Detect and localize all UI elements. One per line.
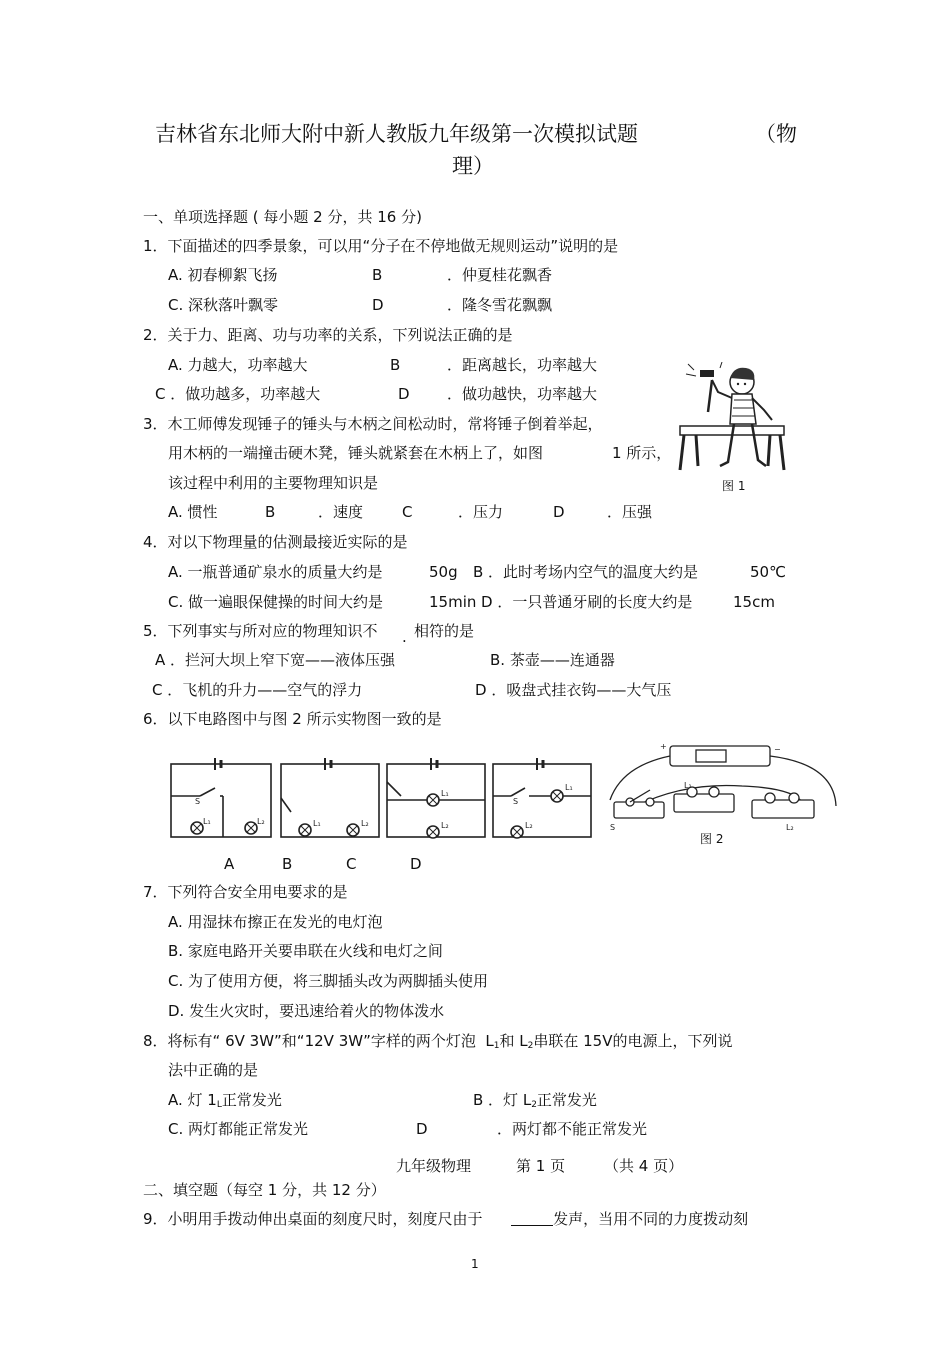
q8-option-a — [168, 1090, 282, 1115]
q1-option-d: ．隆冬雪花飘飘 — [447, 296, 553, 314]
figure-2-caption: 图 2 — [700, 832, 724, 846]
q8-option-d-letter: D — [416, 1120, 428, 1138]
q8-and: 和 — [499, 1032, 515, 1050]
q1-option-b: ．仲夏桂花飘香 — [447, 266, 553, 284]
q8-option-b-sub: 2 — [531, 1100, 537, 1110]
q2-option-a: A. 力越大，功率越大 — [168, 356, 308, 374]
q5-option-d: D ．吸盘式挂衣钩——大气压 — [475, 681, 672, 699]
section-heading: 一、单项选择题 ( 每小题 2 分，共 16 分) — [143, 208, 422, 226]
question-3-stem-3: 该过程中利用的主要物理知识是 — [168, 474, 379, 492]
question-5-stem-b: 相符的是 — [414, 622, 475, 640]
q2-option-b: ．距离越长，功率越大 — [447, 356, 598, 374]
q8-lamp-1: L — [485, 1032, 494, 1050]
question-3-stem-2: 用木柄的一端撞击硬木凳，锤头就紧套在木柄上了，如图 — [168, 444, 544, 462]
q7-option-a: A. 用湿抹布擦正在发光的电灯泡 — [168, 913, 383, 931]
title-line1-end: （物 — [755, 122, 797, 146]
q3-option-b: ．速度 — [318, 503, 364, 521]
question-7-stem: 7．下列符合安全用电要求的是 — [143, 883, 348, 901]
question-5-stem-a: 5．下列事实与所对应的物理知识不 — [143, 622, 378, 640]
q8-option-c: C. 两灯都能正常发光 — [168, 1120, 309, 1138]
circuit-d-l1-label: L₁ — [565, 783, 573, 792]
q9-answer-blank[interactable] — [511, 1211, 553, 1226]
circuit-d-l2-label: L₂ — [525, 821, 533, 830]
figure-1-carpenter — [672, 362, 802, 474]
q4-option-d-value: 15cm — [733, 593, 775, 611]
q7-option-d: D. 发生火灾时，要迅速给着火的物体泼水 — [168, 1002, 445, 1020]
q3-option-d: ．压强 — [607, 503, 653, 521]
footer-page: 第 1 页 — [516, 1157, 566, 1175]
q8-option-d: ．两灯都不能正常发光 — [497, 1120, 648, 1138]
circuit-label-b: B — [282, 855, 293, 873]
q8-option-a-text: A. 灯 1 — [168, 1091, 217, 1109]
q4-option-b-value: 50℃ — [750, 563, 786, 581]
q5-option-a: A ．拦河大坝上窄下宽——液体压强 — [155, 651, 396, 669]
q8-lamp-2: L — [519, 1032, 528, 1050]
question-2-stem: 2．关于力、距离、功与功率的关系，下列说法正确的是 — [143, 326, 513, 344]
circuit-c-l1-label: L₁ — [441, 789, 449, 798]
circuit-label-a: A — [224, 855, 235, 873]
q3-option-d-letter: D — [553, 503, 565, 521]
circuit-c-l2-label: L₂ — [441, 821, 449, 830]
q1-option-c: C. 深秋落叶飘零 — [168, 296, 279, 314]
q8-option-a-sub: L — [216, 1100, 222, 1110]
figure-2-l1-label: L₁ — [684, 781, 692, 790]
q7-option-c: C. 为了使用方便，将三脚插头改为两脚插头使用 — [168, 972, 489, 990]
q7-option-b: B. 家庭电路开关要串联在火线和电灯之间 — [168, 942, 443, 960]
question-3-stem-2b: 1 所示， — [612, 444, 672, 462]
figure-2-s-label: S — [610, 823, 616, 832]
q1-option-b-letter: B — [372, 266, 383, 284]
circuit-diagrams — [165, 752, 605, 847]
page-number: 1 — [471, 1257, 479, 1271]
question-9-stem — [143, 1209, 748, 1229]
figure-1-caption: 图 1 — [722, 479, 746, 493]
q5-option-b: B. 茶壶——连通器 — [490, 651, 615, 669]
q4-option-d: D ．一只普通牙刷的长度大约是 — [481, 593, 693, 611]
q3-option-b-letter: B — [265, 503, 276, 521]
q2-option-d-letter: D — [398, 385, 410, 403]
circuit-label-c: C — [346, 855, 357, 873]
circuit-a-l2-label: L₂ — [257, 817, 265, 826]
q9-stem-part-1: 9．小明用手拨动伸出桌面的刻度尺时，刻度尺由于 — [143, 1210, 483, 1228]
figure-2-minus: − — [774, 745, 781, 754]
q8-stem-part-1: 8．将标有“ 6V 3W”和“12V 3W”字样的两个灯泡 — [143, 1032, 476, 1050]
circuit-b-l2-label: L₂ — [361, 819, 369, 828]
footer-total: （共 4 页） — [604, 1157, 684, 1175]
q4-option-a-value: 50g — [429, 563, 458, 581]
q4-option-a: A. 一瓶普通矿泉水的质量大约是 — [168, 563, 383, 581]
q2-option-c: C ．做功越多，功率越大 — [155, 385, 321, 403]
q3-option-a: A. 惯性 — [168, 503, 218, 521]
q8-stem-part-2: 串联在 15V的电源上，下列说 — [533, 1032, 733, 1050]
emphasis-dot: . — [402, 628, 407, 646]
figure-2-l2-label: L₂ — [786, 823, 794, 832]
circuit-a-s-label: S — [195, 797, 201, 806]
q2-option-b-letter: B — [390, 356, 401, 374]
question-6-stem: 6．以下电路图中与图 2 所示实物图一致的是 — [143, 710, 442, 728]
title-line2: 理） — [452, 154, 494, 178]
question-8-stem-1 — [143, 1031, 733, 1056]
footer-subject: 九年级物理 — [396, 1157, 472, 1175]
circuit-d-s-label: S — [513, 797, 519, 806]
q8-option-b — [473, 1090, 597, 1115]
section-2-heading: 二、填空题（每空 1 分，共 12 分） — [143, 1181, 386, 1199]
q8-option-b-text: B ．灯 L — [473, 1091, 532, 1109]
q1-option-d-letter: D — [372, 296, 384, 314]
q5-option-c: C ．飞机的升力——空气的浮力 — [152, 681, 363, 699]
figure-2-physical-circuit — [602, 740, 842, 835]
title-line1: 吉林省东北师大附中新人教版九年级第一次模拟试题 — [155, 122, 638, 146]
q1-option-a: A. 初春柳絮飞扬 — [168, 266, 278, 284]
q4-option-c-value: 15min — [429, 593, 477, 611]
circuit-label-d: D — [410, 855, 422, 873]
q8-lamp-2-sub: 2 — [527, 1041, 534, 1051]
q3-option-c-letter: C — [402, 503, 413, 521]
q8-lamp-1-sub: 1 — [493, 1041, 500, 1051]
q8-option-b-end: 正常发光 — [536, 1091, 597, 1109]
q8-option-a-end: 正常发光 — [221, 1091, 282, 1109]
q3-option-c: ．压力 — [458, 503, 504, 521]
q4-option-c: C. 做一遍眼保健操的时间大约是 — [168, 593, 384, 611]
circuit-b-l1-label: L₁ — [313, 819, 321, 828]
question-1-stem: 1．下面描述的四季景象，可以用“分子在不停地做无规则运动”说明的是 — [143, 237, 619, 255]
q4-option-b: B ．此时考场内空气的温度大约是 — [473, 563, 699, 581]
q2-option-d: ．做功越快，功率越大 — [447, 385, 598, 403]
question-4-stem: 4．对以下物理量的估测最接近实际的是 — [143, 533, 408, 551]
circuit-a-l1-label: L₁ — [203, 817, 211, 826]
figure-2-plus: + — [660, 742, 667, 751]
question-3-stem-1: 3．木工师傅发现锤子的锤头与木柄之间松动时，常将锤子倒着举起， — [143, 415, 603, 433]
q9-stem-part-2: 发声，当用不同的力度拨动刻 — [553, 1210, 749, 1228]
question-8-stem-2: 法中正确的是 — [168, 1061, 259, 1079]
